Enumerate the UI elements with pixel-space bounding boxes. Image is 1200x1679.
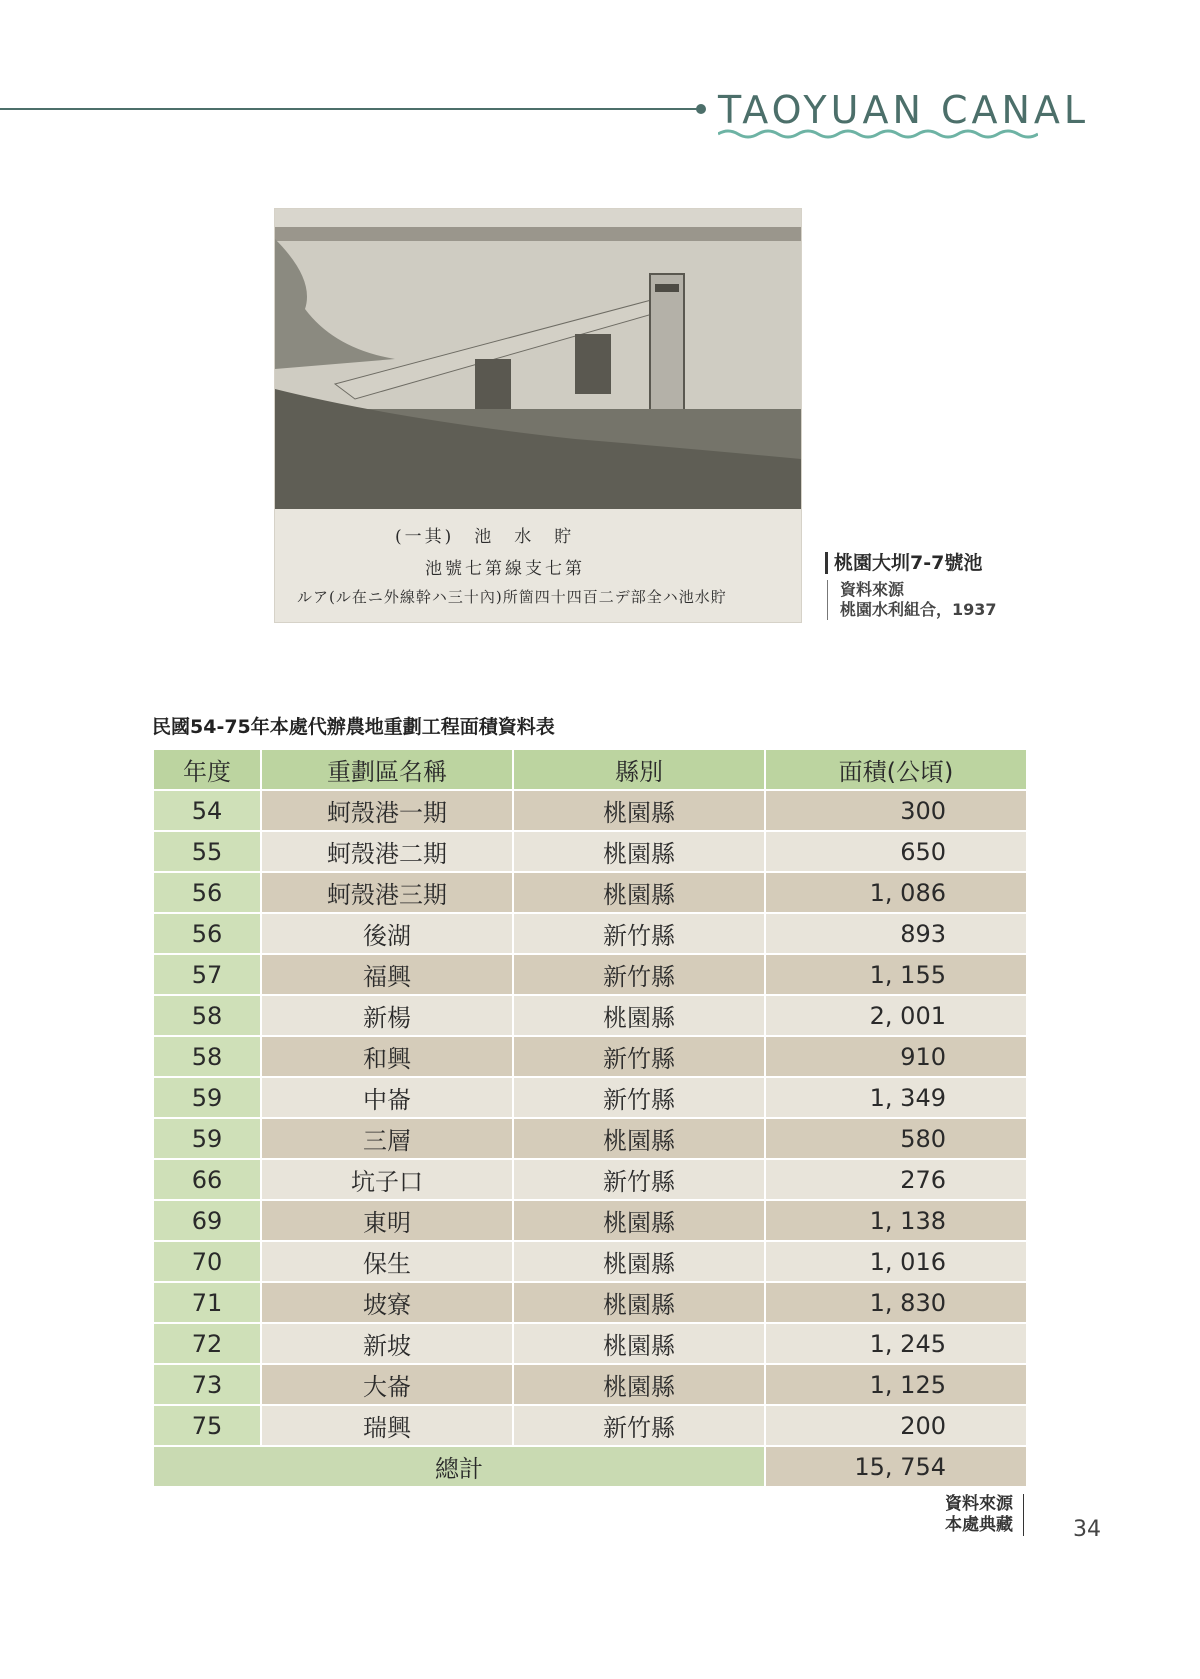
cell-county: 桃園縣 (513, 1200, 765, 1241)
header-rule-dot (696, 104, 706, 114)
column-header-county: 縣別 (513, 749, 765, 790)
cell-year: 71 (153, 1282, 261, 1323)
cell-name: 蚵殼港二期 (261, 831, 513, 872)
cell-name: 新坡 (261, 1323, 513, 1364)
cell-area: 893 (765, 913, 1027, 954)
cell-area: 910 (765, 1036, 1027, 1077)
cell-county: 桃園縣 (513, 831, 765, 872)
table-row (153, 1282, 1027, 1323)
cell-area: 1, 016 (765, 1241, 1027, 1282)
cell-name: 福興 (261, 954, 513, 995)
cell-county: 桃園縣 (513, 1282, 765, 1323)
header-rule (0, 108, 700, 110)
table-row (153, 1036, 1027, 1077)
table-row (153, 913, 1027, 954)
table-body (153, 790, 1027, 1487)
photo-caption (825, 552, 997, 620)
cell-name: 新楊 (261, 995, 513, 1036)
cell-year: 54 (153, 790, 261, 831)
cell-county: 新竹縣 (513, 1405, 765, 1446)
column-header-name: 重劃區名稱 (261, 749, 513, 790)
table-row (153, 1364, 1027, 1405)
cell-county: 桃園縣 (513, 1323, 765, 1364)
table-row (153, 790, 1027, 831)
cell-year: 73 (153, 1364, 261, 1405)
cell-area: 580 (765, 1118, 1027, 1159)
table-row (153, 1077, 1027, 1118)
photo-caption-source (827, 580, 997, 620)
brand-logo (718, 88, 1090, 140)
cell-area: 650 (765, 831, 1027, 872)
land-consolidation-table (152, 748, 1028, 1488)
cell-area: 1, 349 (765, 1077, 1027, 1118)
cell-county: 新竹縣 (513, 1077, 765, 1118)
column-header-area: 面積(公頃) (765, 749, 1027, 790)
photo-caption-line: 池號七第線支七第 (425, 559, 585, 579)
table-title: 民國54-75年本處代辦農地重劃工程面積資料表 (152, 716, 555, 738)
cell-area: 1, 245 (765, 1323, 1027, 1364)
cell-year: 59 (153, 1077, 261, 1118)
photo-source-label: 資料來源 (840, 580, 905, 599)
cell-year: 56 (153, 872, 261, 913)
cell-county: 桃園縣 (513, 790, 765, 831)
cell-county: 桃園縣 (513, 1364, 765, 1405)
table-row (153, 1200, 1027, 1241)
cell-year: 58 (153, 995, 261, 1036)
table-header-row (153, 749, 1027, 790)
photo-caption-line: (一其) 池 水 貯 (395, 527, 575, 547)
cell-county: 新竹縣 (513, 954, 765, 995)
cell-county: 桃園縣 (513, 1118, 765, 1159)
page-number: 34 (1073, 1517, 1101, 1542)
cell-year: 72 (153, 1323, 261, 1364)
cell-county: 桃園縣 (513, 1241, 765, 1282)
wave-icon (718, 128, 1038, 140)
cell-year: 56 (153, 913, 261, 954)
table-row (153, 1118, 1027, 1159)
photo-caption-line: ルア(ル在ニ外線幹ハ三十內)所箇四十四百二デ部全ハ池水貯 (297, 588, 727, 606)
cell-name: 坡寮 (261, 1282, 513, 1323)
photo-source-value: 桃園水利組合，1937 (840, 600, 997, 619)
table-row (153, 872, 1027, 913)
cell-area: 1, 086 (765, 872, 1027, 913)
cell-area: 1, 125 (765, 1364, 1027, 1405)
cell-area: 1, 155 (765, 954, 1027, 995)
cell-name: 和興 (261, 1036, 513, 1077)
cell-county: 桃園縣 (513, 872, 765, 913)
cell-year: 70 (153, 1241, 261, 1282)
cell-year: 59 (153, 1118, 261, 1159)
footer-source-value: 本處典藏 (945, 1515, 1013, 1535)
reservoir-scene (275, 209, 801, 509)
cell-area: 276 (765, 1159, 1027, 1200)
table-row (153, 995, 1027, 1036)
table-total-row (153, 1446, 1027, 1487)
cell-name: 東明 (261, 1200, 513, 1241)
cell-year: 55 (153, 831, 261, 872)
cell-area: 200 (765, 1405, 1027, 1446)
cell-county: 新竹縣 (513, 1036, 765, 1077)
cell-name: 大崙 (261, 1364, 513, 1405)
brand-text: TAOYUAN CANAL (718, 88, 1090, 132)
table-row (153, 1323, 1027, 1364)
cell-year: 69 (153, 1200, 261, 1241)
total-label: 總計 (153, 1446, 765, 1487)
cell-year: 58 (153, 1036, 261, 1077)
cell-name: 保生 (261, 1241, 513, 1282)
cell-year: 75 (153, 1405, 261, 1446)
cell-name: 後湖 (261, 913, 513, 954)
cell-name: 三層 (261, 1118, 513, 1159)
table-row (153, 1405, 1027, 1446)
cell-year: 57 (153, 954, 261, 995)
table-row (153, 1159, 1027, 1200)
footer-source-label: 資料來源 (945, 1494, 1013, 1514)
cell-name: 坑子口 (261, 1159, 513, 1200)
cell-area: 1, 830 (765, 1282, 1027, 1323)
cell-name: 蚵殼港一期 (261, 790, 513, 831)
cell-area: 1, 138 (765, 1200, 1027, 1241)
total-area: 15, 754 (765, 1446, 1027, 1487)
table-row (153, 954, 1027, 995)
cell-year: 66 (153, 1159, 261, 1200)
table-row (153, 1241, 1027, 1282)
cell-county: 新竹縣 (513, 1159, 765, 1200)
cell-name: 蚵殼港三期 (261, 872, 513, 913)
photo-caption-print (275, 504, 801, 622)
cell-name: 中崙 (261, 1077, 513, 1118)
table-row (153, 831, 1027, 872)
cell-name: 瑞興 (261, 1405, 513, 1446)
photo-caption-title: 桃園大圳7-7號池 (825, 552, 997, 574)
column-header-year: 年度 (153, 749, 261, 790)
cell-area: 300 (765, 790, 1027, 831)
historic-photo-reservoir (274, 208, 802, 623)
cell-area: 2, 001 (765, 995, 1027, 1036)
cell-county: 新竹縣 (513, 913, 765, 954)
footer-source (945, 1494, 1024, 1536)
cell-county: 桃園縣 (513, 995, 765, 1036)
